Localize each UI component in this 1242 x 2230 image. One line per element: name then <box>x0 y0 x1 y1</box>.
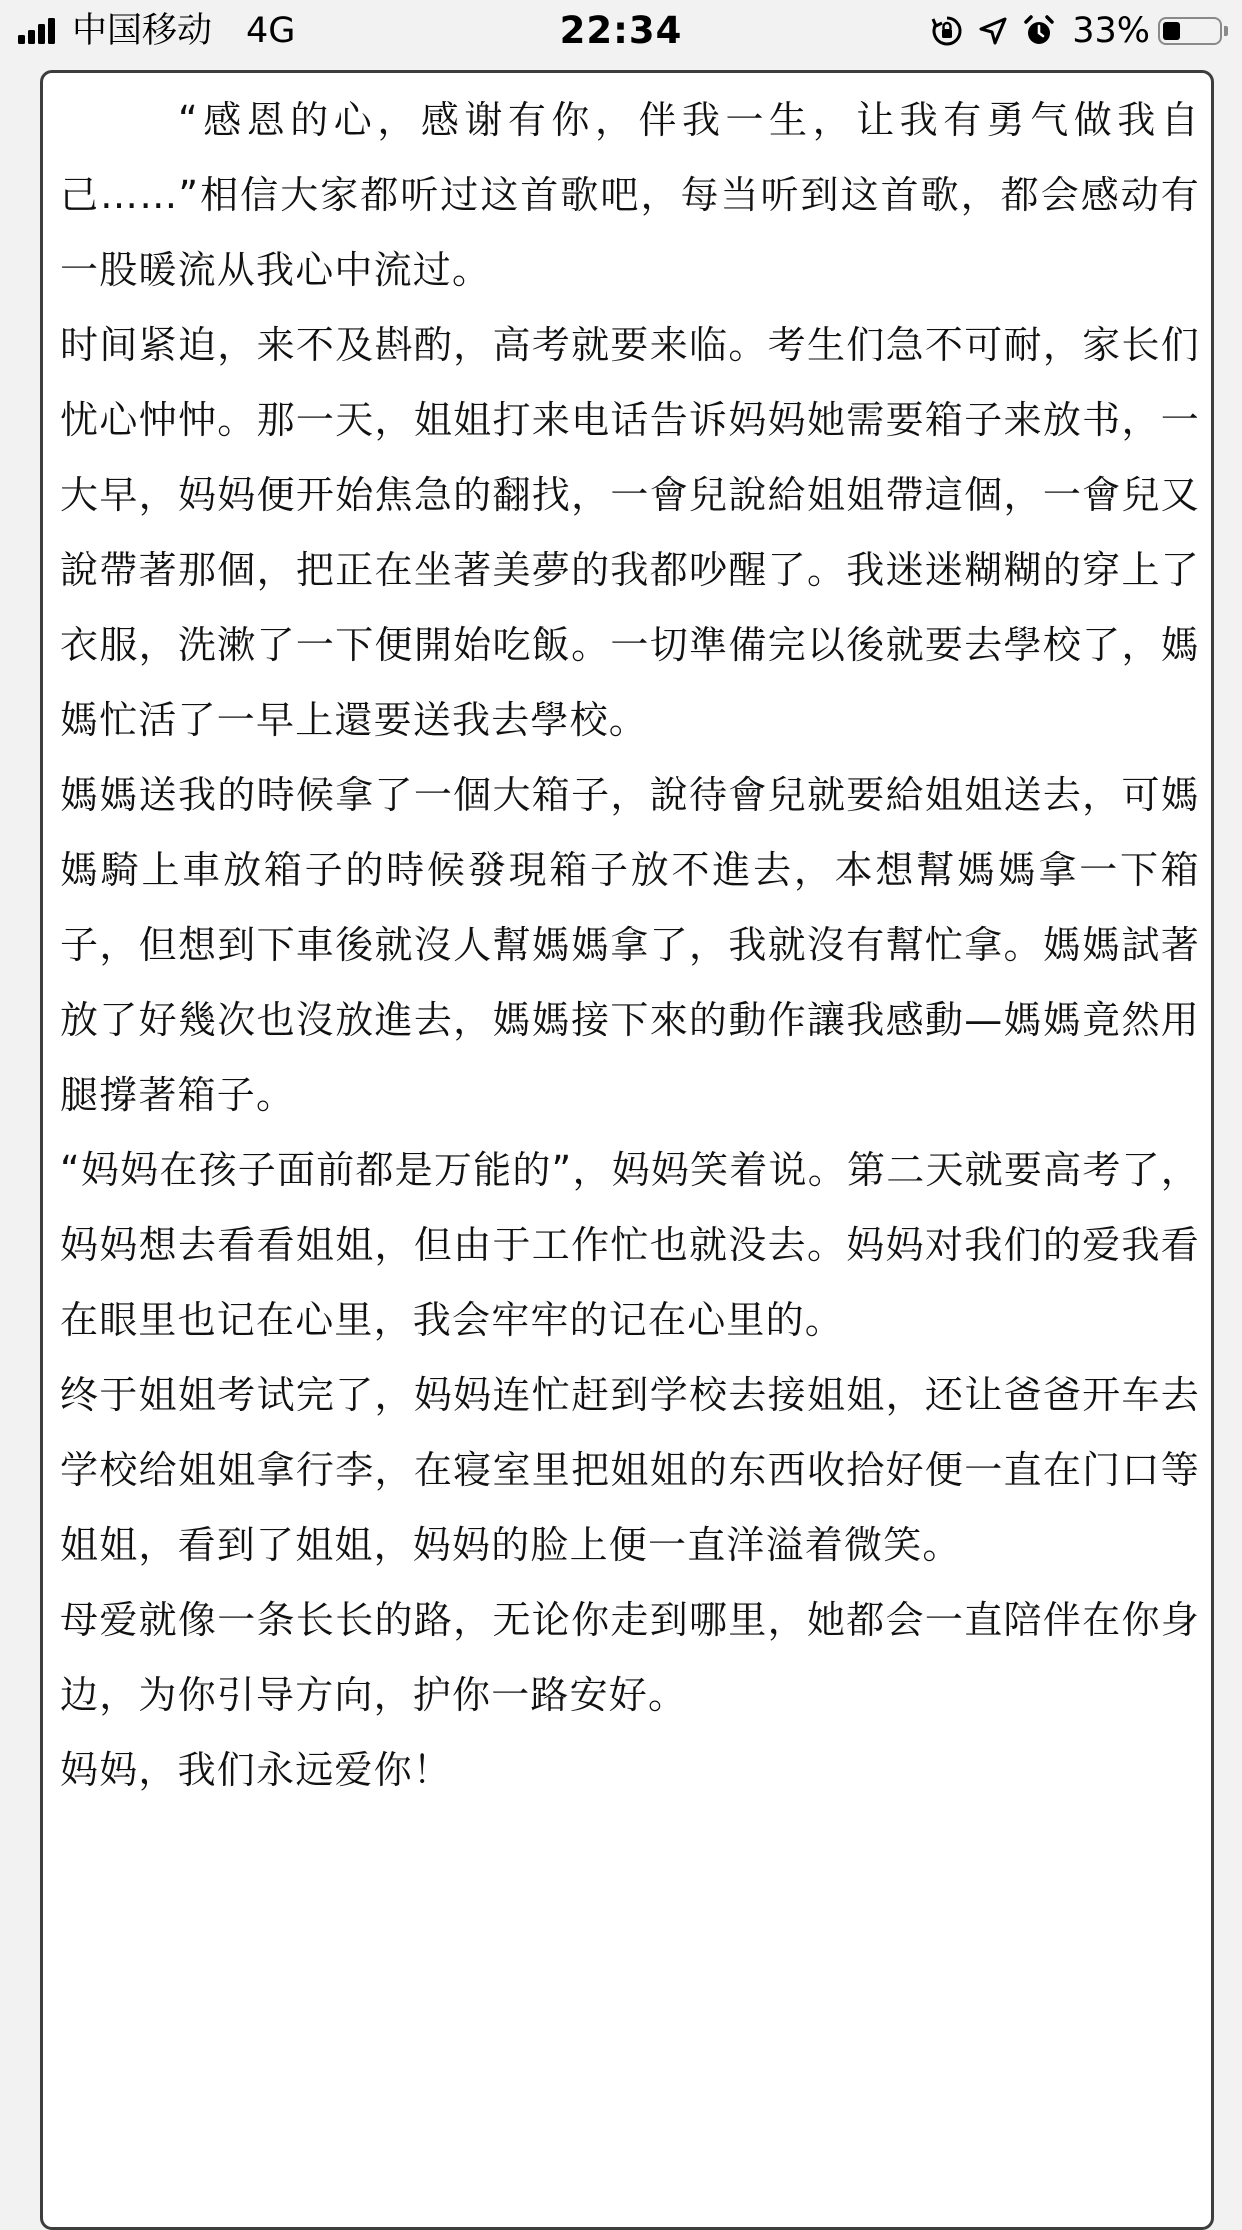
alarm-icon <box>1022 14 1056 48</box>
network-type: 4G <box>246 11 296 51</box>
status-time: 22:34 <box>559 9 683 52</box>
document-frame <box>40 70 1214 2230</box>
paragraph: 母爱就像一条长长的路，无论你走到哪里，她都会一直陪伴在你身边，为你引导方向，护你一路安好。 <box>60 1598 1200 1717</box>
status-right <box>916 10 1228 52</box>
paragraph: 时间紧迫，来不及斟酌，高考就要来临。考生们急不可耐，家长们忧心忡忡。那一天，姐姐打来电话告诉妈妈她需要箱子来放书，一大早，妈妈便开始焦急的翻找，一會兒說給姐姐帶這個，一會兒又說帶著那個，把正在坐著美夢的我都吵醒了。我迷迷糊糊的穿上了衣服，洗漱了一下便開始吃飯。一切準備完以後就要去學校了，媽媽忙活了一早上還要送我去學校。 <box>60 323 1200 742</box>
rotation-lock-icon <box>930 14 964 48</box>
battery-tip <box>1224 26 1228 36</box>
paragraph: “妈妈在孩子面前都是万能的”，妈妈笑着说。第二天就要高考了，妈妈想去看看姐姐，但由于工作忙也就没去。妈妈对我们的爱我看在眼里也记在心里，我会牢牢的记在心里的。 <box>60 1148 1200 1342</box>
battery-icon <box>1158 17 1222 45</box>
carrier-name: 中国移动 <box>72 11 213 51</box>
document-body[interactable] <box>60 83 1200 1808</box>
paragraph-intro: “感恩的心，感谢有你，伴我一生，让我有勇气做我自己……”相信大家都听过这首歌吧，每当听到这首歌，都会感动有一股暖流从我心中流过。 <box>60 98 1200 292</box>
paragraph-closing: 妈妈，我们永远爱你！ <box>60 1748 453 1792</box>
location-arrow-icon <box>978 16 1008 46</box>
battery-percentage: 33% <box>1072 11 1150 51</box>
paragraph: 终于姐姐考试完了，妈妈连忙赶到学校去接姐姐，还让爸爸开车去学校给姐姐拿行李，在寝室里把姐姐的东西收拾好便一直在门口等姐姐，看到了姐姐，妈妈的脸上便一直洋溢着微笑。 <box>60 1373 1200 1567</box>
paragraph: 媽媽送我的時候拿了一個大箱子，說待會兒就要給姐姐送去，可媽媽騎上車放箱子的時候發現箱子放不進去，本想幫媽媽拿一下箱子，但想到下車後就沒人幫媽媽拿了，我就沒有幫忙拿。媽媽試著放了好幾次也沒放進去，媽媽接下來的動作讓我感動—媽媽竟然用腿撐著箱子。 <box>60 773 1200 1117</box>
status-bar <box>0 0 1242 62</box>
battery-level <box>1163 22 1180 40</box>
